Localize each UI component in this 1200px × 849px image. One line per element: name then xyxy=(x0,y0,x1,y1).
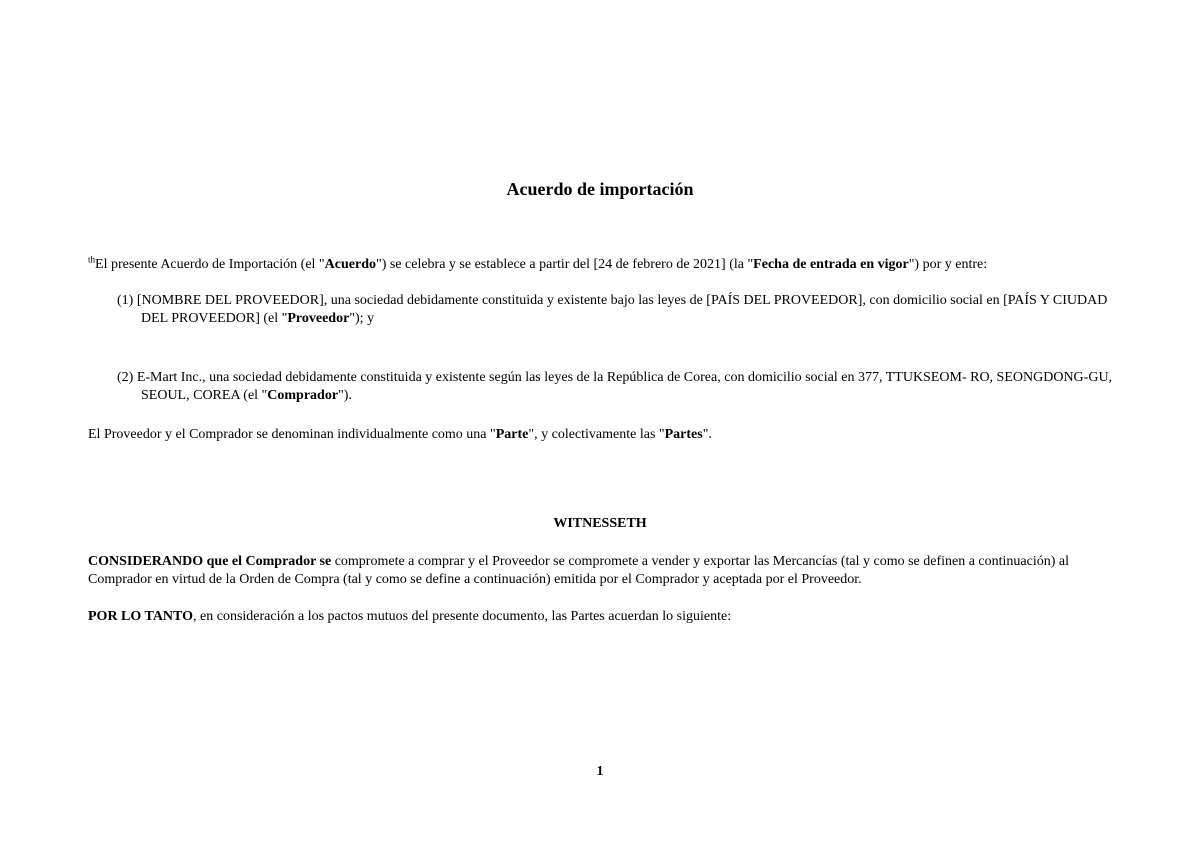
item1-term-proveedor: Proveedor xyxy=(287,311,350,326)
parties-paragraph xyxy=(88,426,1118,444)
intro-text-2: ") se celebra y se establece a partir del [24 de febrero de 2021] (la " xyxy=(375,257,754,272)
document-title: Acuerdo de importación xyxy=(506,179,694,199)
parties-text-2: ", y colectivamente las " xyxy=(528,427,665,442)
item2-text-1: (2) E-Mart Inc., una sociedad debidamente constituida y existente según las leyes de la República de Corea, con domicilio social en 377, TTUKSEOM- RO, SEONGDONG-GU, SEOUL, COREA (el " xyxy=(117,370,1113,403)
therefore-lead: POR LO TANTO xyxy=(88,609,194,624)
intro-text-1: El presente Acuerdo de Importación (el " xyxy=(95,257,325,272)
parties-term-partes: Partes xyxy=(664,427,703,442)
item2-text-2: "). xyxy=(338,388,352,403)
intro-term-effective-date: Fecha de entrada en vigor xyxy=(753,257,909,272)
item2-term-comprador: Comprador xyxy=(267,388,339,403)
whereas-lead: CONSIDERANDO que el Comprador se xyxy=(88,554,332,569)
whereas-paragraph xyxy=(88,553,1118,589)
intro-text-3: ") por y entre: xyxy=(908,257,988,272)
intro-paragraph xyxy=(88,256,1118,274)
party-item-supplier xyxy=(117,292,1126,328)
intro-term-acuerdo: Acuerdo xyxy=(324,257,376,272)
item1-text-2: "); y xyxy=(349,311,375,326)
witnesseth-heading: WITNESSETH xyxy=(553,516,647,531)
therefore-text: , en consideración a los pactos mutuos del presente documento, las Partes acuerdan lo siguiente: xyxy=(193,609,732,624)
party-item-buyer xyxy=(117,369,1126,405)
parties-text-3: ". xyxy=(702,427,712,442)
parties-term-parte: Parte xyxy=(495,427,529,442)
footnote-marker: th xyxy=(88,254,96,265)
item1-text-1: (1) [NOMBRE DEL PROVEEDOR], una sociedad debidamente constituida y existente bajo las leyes de [PAÍS DEL PROVEEDOR], con domicilio social en [PAÍS Y CIUDAD DEL PROVEEDOR] (el " xyxy=(117,293,1108,326)
therefore-paragraph xyxy=(88,608,1118,626)
whereas-text: compromete a comprar y el Proveedor se compromete a vender y exportar las Mercancías (tal y como se definen a continuación) al Comprador en virtud de la Orden de Compra (tal y como se define a continuación) emitida por el Comprador y aceptada por el Proveedor. xyxy=(88,554,1070,587)
page-number: 1 xyxy=(596,764,604,779)
parties-text-1: El Proveedor y el Comprador se denominan individualmente como una " xyxy=(88,427,496,442)
